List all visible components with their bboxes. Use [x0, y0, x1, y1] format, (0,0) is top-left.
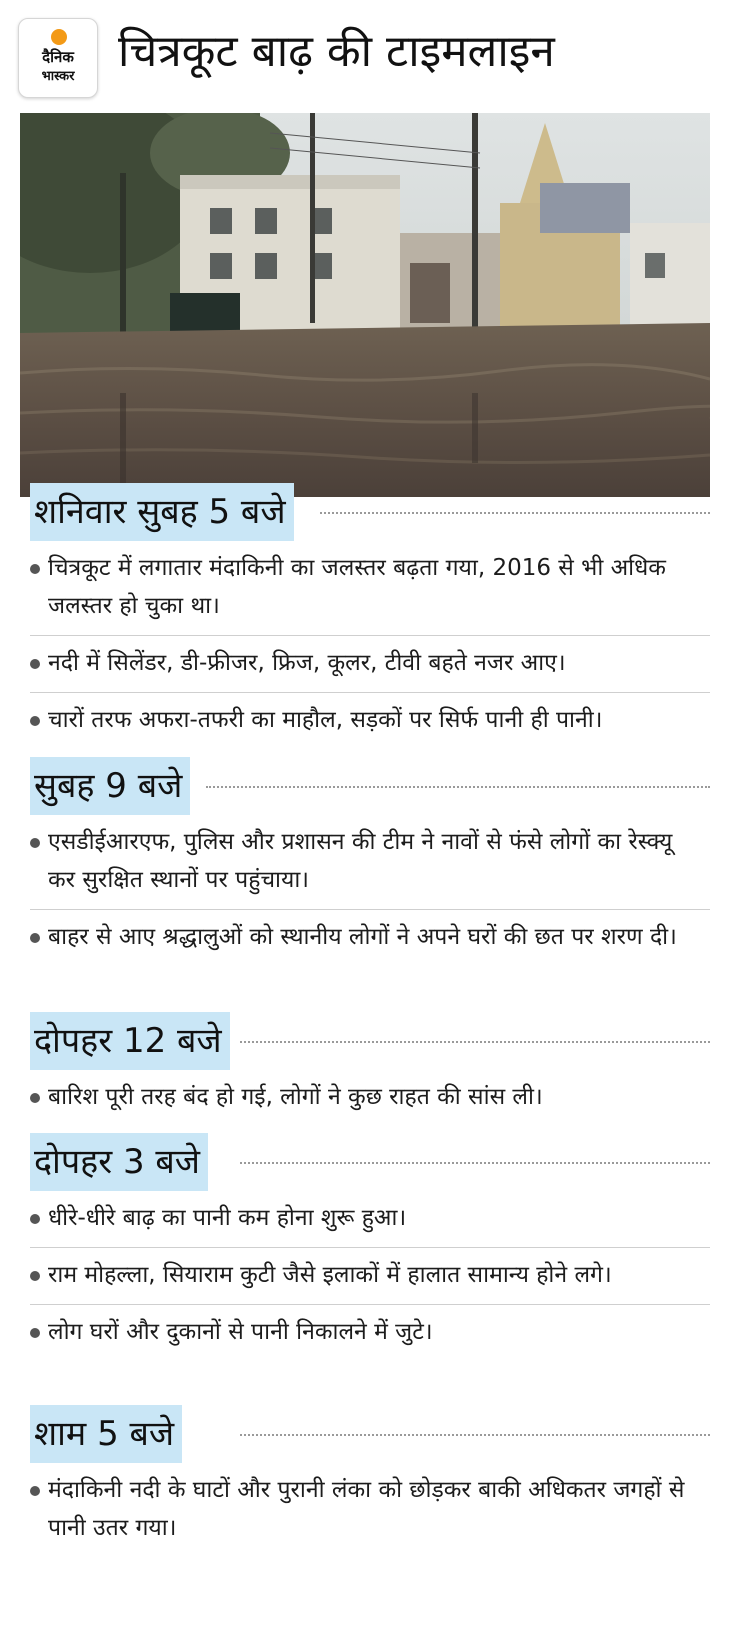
dotted-divider — [240, 1041, 710, 1043]
dotted-divider — [240, 1162, 710, 1164]
item-text: धीरे-धीरे बाढ़ का पानी कम होना शुरू हुआ। — [48, 1205, 407, 1231]
bullet-icon — [30, 1093, 40, 1103]
item-text: चित्रकूट में लगातार मंदाकिनी का जलस्तर बढ़ता गया, 2016 से भी अधिक जलस्तर हो चुका था। — [48, 555, 666, 619]
bullet-icon — [30, 564, 40, 574]
timeline-section-2 — [30, 757, 710, 966]
section-label: शाम 5 बजे — [30, 1405, 182, 1463]
logo-text-line2: भास्कर — [41, 69, 75, 84]
header — [0, 0, 730, 110]
list-item — [30, 693, 710, 749]
bullet-icon — [30, 1328, 40, 1338]
section-label: दोपहर 3 बजे — [30, 1133, 208, 1191]
dotted-divider — [320, 512, 710, 514]
item-text: एसडीईआरएफ, पुलिस और प्रशासन की टीम ने नावों से फंसे लोगों का रेस्क्यू कर सुरक्षित स्थानों पर पहुंचाया। — [48, 829, 673, 893]
list-item — [30, 815, 710, 910]
timeline-section-5 — [30, 1405, 710, 1557]
bullet-icon — [30, 716, 40, 726]
section-label: दोपहर 12 बजे — [30, 1012, 230, 1070]
item-text: बाहर से आए श्रद्धालुओं को स्थानीय लोगों ने अपने घरों की छत पर शरण दी। — [48, 924, 677, 950]
item-text: चारों तरफ अफरा-तफरी का माहौल, सड़कों पर सिर्फ पानी ही पानी। — [48, 707, 603, 733]
bullet-icon — [30, 838, 40, 848]
dotted-divider — [240, 1434, 710, 1436]
list-item — [30, 910, 710, 966]
section-header — [30, 1012, 710, 1070]
logo-text-line1: दैनिक — [42, 48, 74, 66]
section-label: सुबह 9 बजे — [30, 757, 190, 815]
list-item — [30, 1070, 710, 1126]
list-item — [30, 636, 710, 693]
timeline-section-1 — [30, 483, 710, 749]
section-header — [30, 1133, 710, 1191]
item-text: राम मोहल्ला, सियाराम कुटी जैसे इलाकों में हालात सामान्य होने लगे। — [48, 1262, 612, 1288]
section-header — [30, 483, 710, 541]
list-item — [30, 1191, 710, 1248]
item-text: मंदाकिनी नदी के घाटों और पुरानी लंका को छोड़कर बाकी अधिकतर जगहों से पानी उतर गया। — [48, 1477, 685, 1541]
bullet-icon — [30, 1214, 40, 1224]
dainik-bhaskar-logo[interactable] — [18, 18, 98, 98]
bullet-icon — [30, 1486, 40, 1496]
section-header — [30, 1405, 710, 1463]
sun-icon — [51, 29, 67, 45]
item-text: लोग घरों और दुकानों से पानी निकालने में जुटे। — [48, 1319, 433, 1345]
item-text: बारिश पूरी तरह बंद हो गई, लोगों ने कुछ राहत की सांस ली। — [48, 1084, 543, 1110]
item-text: नदी में सिलेंडर, डी-फ्रीजर, फ्रिज, कूलर, टीवी बहते नजर आए। — [48, 650, 566, 676]
timeline-section-3 — [30, 1012, 710, 1126]
bullet-icon — [30, 1271, 40, 1281]
bullet-icon — [30, 933, 40, 943]
flood-photo — [20, 113, 710, 497]
page-title: चित्रकूट बाढ़ की टाइमलाइन — [118, 26, 555, 77]
list-item — [30, 1305, 710, 1361]
bullet-icon — [30, 659, 40, 669]
dotted-divider — [206, 786, 710, 788]
list-item — [30, 1248, 710, 1305]
section-header — [30, 757, 710, 815]
timeline-section-4 — [30, 1133, 710, 1361]
list-item — [30, 1463, 710, 1557]
list-item — [30, 541, 710, 636]
section-label: शनिवार सुबह 5 बजे — [30, 483, 294, 541]
